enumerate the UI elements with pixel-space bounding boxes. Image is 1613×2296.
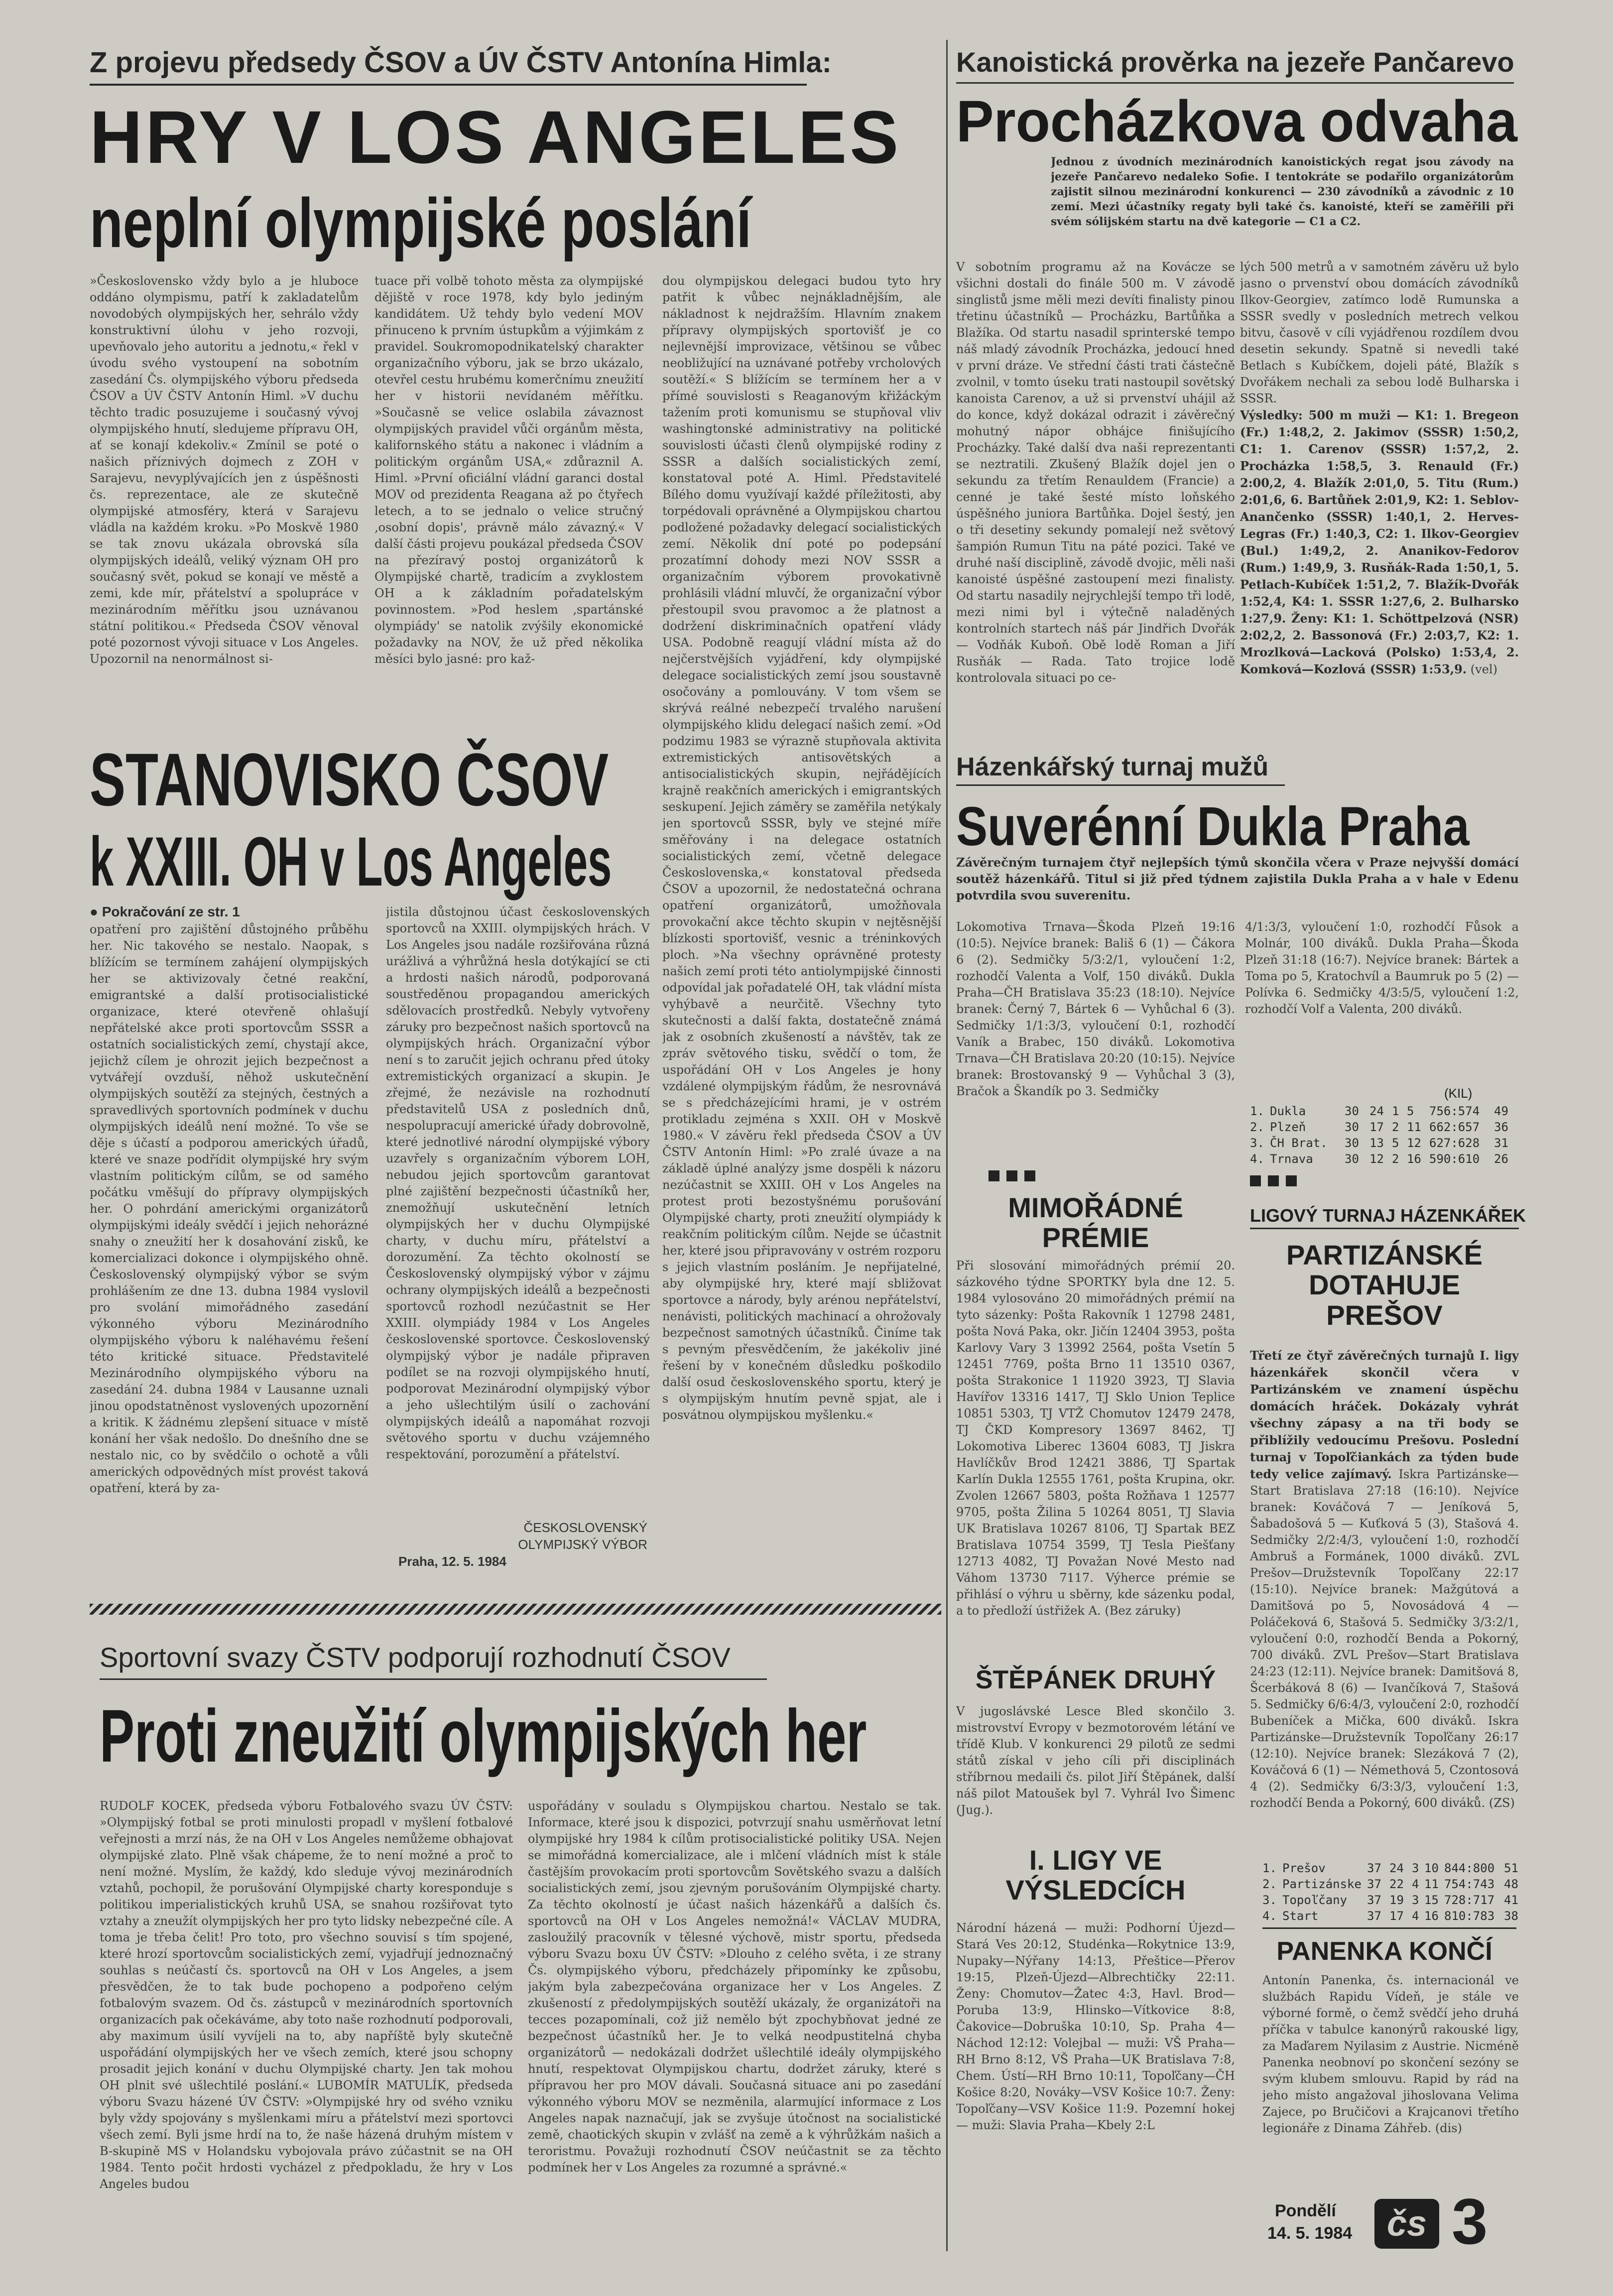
article3-headline: Proti zneužití olympijských her	[100, 1694, 867, 1778]
right2-col2	[1245, 919, 1519, 1083]
right4-byline: (ZS)	[1489, 1796, 1515, 1810]
right2-col2-text: 4/1:3/3, vyloučení 1:0, rozhodčí Fůsok a Molnár, 100 diváků. Dukla Praha—Škoda Plzeň 31:18 (16:7). Nejvíce branek: Bártek a Toma po 5, Kratochvíl a Baumruk po 5 (2) — Polívka 6. Sedmičky 4/3:5/5, vyloučení 1:2, rozhodčí Volf a Valenta, 200 diváků.	[1245, 920, 1519, 1016]
right5-headline: ŠTĚPÁNEK DRUHÝ	[975, 1665, 1216, 1694]
article2-col1	[90, 921, 369, 1579]
right2-intro-text: Závěrečným turnajem čtyř nejlepších týmů skončila včera v Praze nejvyšší domácí soutěž házenkářů. Titul si již před týdnem zajistila Dukla Praha a v hale v Edenu potvrdila svou suverenitu.	[956, 855, 1519, 902]
section-squares	[1250, 1175, 1304, 1188]
article3-col2	[528, 1798, 941, 2246]
right2-table-title: (KIL)	[1444, 1086, 1473, 1101]
right1-byline: (vel)	[1470, 662, 1497, 676]
article2-headline1: STANOVISKO ČSOV	[90, 738, 609, 821]
right4-kicker-underline	[1250, 1228, 1519, 1229]
right2-kicker: Házenkářský turnaj mužů	[956, 753, 1269, 781]
right2-kicker-underline	[956, 784, 1285, 786]
right6-body: Národní házená — muži: Podhorní Újezd—Stará Ves 20:12, Studénka—Rokytnice 13:9, Nupaky—Nýřany 14:13, Přeštice—Přerov 19:15, Plzeň-Újezd—Albrechtičky 22:11. Ženy: Chomutov—Žatec 4:3, Havl. Brod—Poruba 13:9, Hlinsko—Vítkovice 8:8, Čakovice—Dobruška 10:10, Sp. Praha 4—Náchod 12:12: Volejbal — muži: VŠ Praha—RH Brno 8:12, VŠ Praha—UK Bratislava 7:8, Chem. Ústí—RH Brno 10:11, Topoľčany—ČH Košice 8:20, Nováky—VSV Košice 10:7. Ženy: Topoľčany—VSV Košice 11:9. Pozemní hokej — muži: Slavia Praha—Kbely 2:L	[956, 1921, 1235, 2132]
right7-body: Antonín Panenka, čs. internacionál ve službách Rapidu Vídeň, je stále ve výborné formě, o čemž svědčí jeho druhá příčka v tabulce kanonýrů rakouské ligy, za Maďarem Nyilasim z Austrie. Nicméně Panenka neobnoví po skončení sezóny se svým klubem smlouvu. Rapid by rád na jeho místo angažoval jihoslovana Velima Zajece, po Bručičovi a Krajcanovi třetího legionáře z Dinama Záhřeb.	[1262, 1973, 1519, 2135]
table-row: 1. Dukla 30 24 1 5 756:574 49	[1250, 1104, 1508, 1118]
page-column-divider	[946, 40, 948, 2251]
right4-headline: PARTIZÁNSKÉ DOTAHUJE PREŠOV	[1286, 1239, 1483, 1331]
right7-text	[1262, 1972, 1519, 2171]
right4-body: Iskra Partizánske—Start Bratislava 27:18 (16:10). Nejvíce branek: Kováčová 7 — Jeníková 5, Šabadošová 5 — Kuťková 5 (3), Stašová 4. Sedmičky 2/2:4/3, vyloučení 1:0, rozhodčí Ambruš a Formánek, 1000 diváků. ZVL Prešov—Družstevník Topoľčany 22:17 (15:10). Nejvíce branek: Mažgútová a Damitšová po 5, Novosádová 4 — Poláčeková 6, Stašová 5. Sedmičky 3/3:2/1, vyloučení 0:0, rozhodčí Benda a Pokorný, 700 diváků. ZVL Prešov—Start Bratislava 24:23 (12:11). Nejvíce branek: Damitšová 8, Šcerbáková 8 (6) — Ivančíková 7, Stašová 5. Sedmičky 6/6:4/3, vyloučení 2:0, rozhodčí Bubeníček a Mička, 600 diváků. Iskra Partizánske—Družstevník Topoľčany 26:17 (12:10). Nejvíce branek: Slezáková 7 (2), Kováčová 6 (1) — Némethová 5, Czontosová 4 (2). Sedmičky 6/3:3/3, vyloučení 1:3, rozhodčí Benda a Pokorný, 600 diváků.	[1250, 1467, 1519, 1810]
right1-headline: Procházkova odvaha	[956, 89, 1517, 154]
article2-signature: ČESKOSLOVENSKÝ OLYMPIJSKÝ VÝBOR	[518, 1520, 647, 1552]
section-squares	[989, 1170, 1042, 1183]
article1-col2	[374, 273, 643, 716]
hatched-divider	[90, 1604, 941, 1615]
right2-headline: Suverénní Dukla Praha	[956, 796, 1470, 857]
right4-intro: Třetí ze čtyř závěrečných turnajů I. ligy házenkářek skončil včera v Partizánském ve znamení úspěchu domácích hráček. Dokázaly vyhrát všechny zápasy a na tři body se přiblížily vedoucímu Prešovu. Poslední turnaj v Topoľčiankách za týden bude tedy velice zajímavý.	[1250, 1348, 1519, 1481]
right1-col1	[956, 259, 1235, 725]
right6-headline: I. LIGY VE VÝSLEDCÍCH	[1005, 1844, 1186, 1906]
table-row: 2. Partizánske 37 22 4 11 754:743 48	[1262, 1877, 1518, 1891]
article1-col2-text: tuace při volbě tohoto města za olympijské dějiště v roce 1978, kdy bylo jediným kandidátem. Už tehdy bylo vedení MOV přinuceno k prvním ústupkům a výjimkám z pravidel. Soukromopodnikatelský charakter organizačního výboru, jak se brzo ukázalo, otevřel cestu hrubému komerčnímu zneužití her v historii nevídaném měřítku. »Současně se velice oslabila závaznost olympijských pravidel vůči orgánům města, kalifornského státu a nakonec i vládním a politickým orgánům USA,« zdůraznil A. Himl. »První oficiální vládní garanci dostal MOV od prezidenta Reagana až po čtyřech letech, a to se jednalo o velice stručný ‚osobní dopis', právně málo závazný.« V další části projevu poukázal předseda ČSOV na přezíravý postoj organizátorů k Olympijské chartě, tradicím a zvyklostem OH a k základním pořadatelským povinnostem. »Pod heslem ‚spartánské olympiády' se natolik zvýšily ekonomické požadavky na NOV, že už před několika měsíci bylo jasné: pro kaž-	[374, 274, 643, 666]
right2-col1-text: Lokomotiva Trnava—Škoda Plzeň 19:16 (10:5). Nejvíce branek: Bališ 6 (1) — Čákora 6 (2). Sedmičky 5/3:2/1, vyloučení 1:2, rozhodčí Valenta a Volf, 150 diváků. Dukla Praha—ČH Bratislava 35:23 (18:10). Nejvíce branek: Černý 7, Bártek 6 — Vyhůchal 6 (3). Sedmičky 1/1:3/3, vyloučení 0:1, rozhodčí Vaník a Brabec, 150 diváků. Lokomotiva Trnava—ČH Bratislava 20:20 (10:15). Nejvíce branek: Brostovanský 9 — Vyhůchal 3 (3), Bračok a Škandík po 3. Sedmičky	[956, 920, 1235, 1098]
right3-text	[956, 1258, 1235, 1646]
article1-kicker: Z projevu předsedy ČSOV a ÚV ČSTV Antonína Himla:	[90, 46, 832, 79]
masthead-logo	[1374, 2199, 1439, 2249]
table-row: 1. Prešov 37 24 3 10 844:800 51	[1262, 1861, 1518, 1875]
right4-standings-table	[1262, 1860, 1521, 1924]
logo-text: čs	[1386, 2204, 1427, 2244]
right1-kicker: Kanoistická prověrka na jezeře Pančarevo	[956, 46, 1514, 78]
right5-body: V jugoslávské Lesce Bled skončilo 3. mistrovství Evropy v bezmotorovém létání ve třídě Klub. V konkurenci 29 pilotů ze sedmi států získal v jeho cíli při disciplinách stříbrnou medaili čs. pilot Jiří Štěpánek, další náš pilot Matoušek byl 7. Vyhrál Ivo Šimenc (Jug.).	[956, 1704, 1235, 1817]
right3-headline: MIMOŘÁDNÉ PRÉMIE	[1008, 1192, 1183, 1254]
right1-col2	[1240, 259, 1519, 725]
table-row: 4. Start 37 17 4 16 810:783 38	[1262, 1909, 1518, 1923]
right1-col1-text: V sobotním programu až na Kovácze se všichni dostali do finále 500 m. V závodě singlistů jsme měli mezi devíti finalisty pinou třetinu účastníků — Procházku, Bartůňka a Blažíka. Od startu nasadil sprinterské tempo náš mladý závodník Procházka, jedoucí hned v první dráze. Ve střední části trati částečně zvolnil, v tomto úseku trati nastoupil sovětský kanoista Carenov, a už si prvenství uhájil až do konce, když dokázal odrazit i závěrečný mohutný nápor obhájce finišujícího Procházky. Také další dva naši reprezentanti se neztratili. Zkušený Blažík dojel jen o sekundu za třetím Renauldem (Francie) a cenné je také šesté místo loňského úspěšného juniora Bartůňka. Dojel šestý, jen o tři desetiny sekundy pomalejí než světový šampión Rumun Titu na páté pozici. Také ve druhé naší disciplině, závodě dvojic, měli naši kanoisté úspěšné zastoupení mezi finalisty. Od startu nasadily nejrychlejší tempo tři lodě, mezi nimi byl i výtečně naladěných kontrolních startech náš pár Jindřich Dvořák — Vodňák Kuboň. Obě lodě Roman a Jiří Rusňák — Rada. Tato trojice lodě kontrolovala situaci po ce-	[956, 260, 1235, 685]
right4-kicker: LIGOVÝ TURNAJ HÁZENKÁŘEK	[1250, 1205, 1526, 1226]
article1-col3-text: dou olympijskou delegaci budou tyto hry patřit k vůbec nejnákladnějším, ale nákladnost k nejdražším. Hlavním znakem přípravy olympijských sportovišť je co nejlevnější improvizace, většinou se vůbec neobližující na uznávané potřeby vrcholových soutěží.« S blížícím se termínem her a v přímé souvislosti s Reaganovým křižáckým tažením proti komunismu se stupňoval vliv washingtonské administrativy na politické souvislosti účasti členů olympijské rodiny z SSSR a dalších socialistických zemí, konstatoval poté A. Himl. Představitelé Bílého domu využívají každé příležitosti, aby torpédovali oprávněné a Olympijskou chartou podložené požadavky delegací socialistických zemí. Několik dní poté po podepsání prozatímní dohody mezi NOV SSSR a organizačním výborem provokativně prohlásili vládní mluvčí, že organizační výbor přestoupil svou pravomoc a že platnost a dodržení diskriminačních opatření vlády USA. Podobně reagují vládní místa až do nejčerstvějších vyjádření, kdy olympijské delegace socialistických zemí jsou soustavně osočovány a pomlouvány. V tom všem se skrývá reálné nebezpečí trvalého narušení olympijského klidu delegací našich zemí. »Od podzimu 1983 se výrazně stupňovala aktivita extremistických antisovětských a antisocialistických skupin, nejřádějících krajně reakčních amerických i emigrantských seskupení. Jejich záměry se zaměřila netýkaly jen sportovců SSSR, byly ve stejné míře směřovány i na delegace ostatních socialistických zemí, včetně delegace Československa,« konstatoval předseda ČSOV a upozornil, že nedostatečná ochrana opatření organizátorů, umožňovala provokační akce těchto skupin v nejtěsnější blízkosti sportovišť, vesnic a tréninkových ploch. »Na všechny oprávněné protesty našich zemí proti této antiolympijské činnosti odpovídal jak pořadatelé OH, tak vládní místa vyhýbavě a neurčitě. Všechny tyto skutečnosti a další fakta, dostatečně známá jak z osobních zkušeností a návštěv, tak ze zpráv světového tisku, svědčí o tom, že uspořádání OH v Los Angeles je hony vzdálené olympijským řádům, že nesrovnává se s předcházejícími hrami, je v ostrém protikladu zejména s XXII. OH v Moskvě 1980.« V závěru řekl předseda ČSOV a ÚV ČSTV Antonín Himl: »Po zralé úvaze a na základě úplné analýzy jsme dospěli k názoru nezúčastnit se XXIII. OH v Los Angeles na protest proti bezostyšnému porušování Olympijské charty, proti zneužití olympiády k reakčním politickým cílům. Nejde se účastnit her, které jsou připravovány v ostrém rozporu s jejich vlastním posláním. Je nepřijatelné, aby olympijské hry, které mají sbližovat sportovce a národy, byly arénou nepřátelství, nenávisti, politických machinací a ohrožovaly bezpečnost samotných účastníků. Činíme tak s pevným přesvědčením, že jakékoliv jiné řešení by v konečném důsledku poškodilo další osud československého sportu, který je s olympijským hnutím pevně spjat, ale i posvátnou olympijskou myšlenku.«	[662, 274, 941, 1422]
article2-col2	[386, 904, 650, 1517]
article3-kicker: Sportovní svazy ČSTV podporují rozhodnutí ČSOV	[100, 1642, 731, 1673]
article2-headline2: k XXIII. OH v Los Angeles	[90, 822, 612, 900]
right1-intro-text: Jednou z úvodních mezinárodních kanoistických regat jsou závody na jezeře Pančarevo nedaleko Sofie. I tentokráte se podařilo organizátorům zajistit silnou mezinárodní konkurenci — 230 závodníků a závodnic z 10 zemí. Mezi účastníky regaty byli také čs. kanoisté, kteří se zaměřili při svém sólijském startu na dvě kategorie — C1 a C2.	[1051, 155, 1514, 228]
right3-note: (Bez záruky)	[1105, 1604, 1181, 1618]
footer-date: 14. 5. 1984	[1267, 2224, 1353, 2243]
article1-headline2: neplní olympijské poslání	[90, 184, 751, 262]
table-row: 2. Plzeň 30 17 2 11 662:657 36	[1250, 1120, 1508, 1134]
article2-place: Praha, 12. 5. 1984	[398, 1554, 506, 1569]
article3-col1-text: RUDOLF KOCEK, předseda výboru Fotbalového svazu ÚV ČSTV: »Olympijský fotbal se proti minulosti propadl v myšlení fotbalové veřejnosti a mrzí nás, že na OH v Los Angeles nemůžeme obhajovat olympijské zlato. Plně však chápeme, že to není možné a proč to není možné. Myslím, že každý, kdo sleduje vývoj mezinárodních vztahů, pochopil, že porušování Olympijské charty koresponduje s politikou imperialistických kruhů USA, se snahou rozšiřovat tyto vztahy a zneužít olympijských her pro tyto lidsky nebezpečné cíle. A toma je třeba čelit! Pro toto, pro všechno souvisí s tím spojené, které hrozí sportovcům socialistických zemí, vyjadřují jednoznačný souhlas s neúčastí čs. sportovců na OH v Los Angeles, a jsem přesvědčen, že to tak bude pochopeno a podpořeno celým fotbalovým svazem. Od čs. zástupců v mezinárodních sportovních organizacích pak očekáváme, aby toto naše rozhodnutí podporovali, aby maximum úsilí vyvíjeli na to, aby napříště byly skutečně uspořádání olympijských her ve všech zemích, které jsou schopny prosadit jejich konání v duchu Olympijské charty. Jen tak mohou OH plnit své ušlechtilé poslání.« LUBOMÍR MATULÍK, předseda výboru Svazu házené ÚV ČSTV: »Olympijské hry od svého vzniku byly vždy spojovány s myšlenkami míru a přátelství mezi sportovci všech zemí. Byli jsme hrdí na to, že naše házená druhým místem v B-skupině MS v Holandsku vybojovala právo zúčastnit se na OH 1984. Tento počit hrdosti vycházel z předpokladu, že hry v Los Angeles budou	[100, 1799, 513, 2191]
table-row: 3. Topoľčany 37 19 3 15 728:717 41	[1262, 1893, 1518, 1907]
right6-text	[956, 1920, 1235, 2249]
table-row: 4. Trnava 30 12 2 16 590:610 26	[1250, 1152, 1508, 1166]
article3-col1	[100, 1798, 513, 2246]
right1-kicker-underline	[956, 82, 1514, 84]
article1-col3	[662, 273, 941, 1593]
right3-body: Při slosování mimořádných prémií 20. sázkového týdne SPORTKY byla dne 12. 5. 1984 vylosováno 20 mimořádných prémií na tyto sázenky: Pošta Rakovník 1 12798 2481, pošta Nová Paka, okr. Jičín 12404 3953, pošta Karlovy Vary 3 13992 2564, pošta Vsetín 5 12451 7769, pošta Brno 11 13510 0367, pošta Strakonice 1 11920 3923, TJ Slavia Havířov 13316 1417, TJ Sklo Union Teplice 10851 5303, TJ VTŽ Chomutov 12479 2478, TJ ČKD Kompresory 13697 8462, TJ Lokomotiva Liberec 13604 6083, TJ Jiskra Havlíčkův Brod 12421 3886, TJ Spartak Karlín Dukla 12555 1761, pošta Krupina, okr. Zvolen 12667 5803, pošta Rožňava 1 12577 9705, pošta Žilina 5 10264 8051, TJ Slavia UK Bratislava 10267 8106, TJ Spartak BEZ Bratislava 10754 3599, TJ Tesla Piešťany 12713 4082, TJ Považan Nové Mesto nad Váhom 13730 7117. Výherce prémie se přihlásí o výhru u sběrny, kde sázenku podal, a to předloží ústřižek A.	[956, 1259, 1235, 1618]
right7-top-rule	[1262, 1927, 1516, 1929]
right2-col1	[956, 919, 1235, 1190]
bullet-icon: ●	[90, 904, 102, 919]
footer-day: Pondělí	[1275, 2201, 1336, 2220]
kicker3-underline	[100, 1678, 767, 1680]
right7-headline: PANENKA KONČÍ	[1276, 1937, 1492, 1966]
right4-text	[1250, 1347, 1519, 1845]
right1-results: Výsledky: 500 m muži — K1: 1. Bregeon (Fr.) 1:48,2, 2. Jakimov (SSSR) 1:50,2, C1: 1. Carenov (SSSR) 1:57,2, 2. Procházka 1:58,5, 3. Renauld (Fr.) 2:00,2, 4. Blažík 2:01,0, 5. Titu (Rum.) 2:01,6, 6. Bartůňek 2:01,9, K2: 1. Seblov-Anančenko (SSSR) 1:40,1, 2. Herves-Legras (Fr.) 1:40,3, C2: 1. Ilkov-Georgiev (Bul.) 1:49,2, 2. Ananikov-Fedorov (Rum.) 1:49,9, 3. Rusňák-Rada 1:50,1, 5. Petlach-Kubíček 1:51,2, 7. Blažík-Dvořák 1:52,4, K4: 1. SSSR 1:27,6, 2. Bulharsko 1:27,9. Ženy: K1: 1. Schöttpelzová (NSR) 2:02,2, 2. Bassonová (Fr.) 2:03,7, K2: 1. Mrozlková—Lacková (Polsko) 1:53,4, 2. Komková—Kozlová (SSSR) 1:53,9.	[1240, 408, 1519, 676]
continued-text: Pokračování ze str. 1	[102, 904, 240, 919]
article2-col2-text: jistila důstojnou účast československých sportovců na XXIII. olympijských hrách. V Los Angeles jsou nadále rozšiřována různá urážlivá a výhrůžná hesla dotýkající se cti a hrdosti našich národů, podporovaná soustředěnou propagandou amerických sdělovacích prostředků. Nebyly vytvořeny záruky pro bezpečnost našich sportovců na olympijských hrách. Organizační výbor není s to zaručit jejich ochranu před útoky extremistických organizací a skupin. Je zřejmé, že nezávisle na rozhodnutí představitelů USA z posledních dnů, nespolupracují americké úřady dobrovolně, které jednotlivé národní olympijské výbory uzavřely s organizačním výborem LOH, nebudou jejich sportovcům garantovat plné zajištění bezpečnosti účastníků her, znemožňují uskutečnění letních olympijských her v duchu Olympijské charty, v duchu míru, přátelství a dorozumění. Za těchto okolností se Československý olympijský výbor v zájmu ochrany olympijských ideálů a bezpečnosti sportovců rozhodl nezúčastnit se Her XXIII. olympiády 1984 v Los Angeles československé sportovce. Československý olympijský výbor je nadále připraven podílet se na rozvoji olympijského hnutí, podporovat Mezinárodní olympijský výbor a jeho ušlechtilým úsilí o zachování olympijských ideálů a napomáhat rozvoji světového sportu v duchu vzájemného respektování, porozumění a přátelství.	[386, 905, 650, 1461]
kicker-underline	[90, 84, 807, 86]
page-number: 3	[1452, 2185, 1488, 2258]
table-row: 3. ČH Brat. 30 13 5 12 627:628 31	[1250, 1136, 1508, 1150]
article2-col1-text: opatření pro zajištění důstojného průběhu her. Nic takového se nestalo. Naopak, s blížícím se termínem zahájení olympijských her se aktivizovaly četné reakční, emigrantské a další protisocialistické organizace, které otevřeně ohlašují nepřátelské akce proti sportovcům SSSR a ostatních socialistických zemí, chystají akce, jejichž cílem je ohrozit jejich bezpečnost a vytvářejí ovzduší, něhož uskutečnění olympijských soutěží za stejných, čestných a spravedlivých sportovních podmínek v duchu olympijských ideálů není možné. To vše se děje s účastí a podporou amerických úřadů, které ve snaze podřídit olympijské hry svým vlastním politickým cílům, se od samého počátku vměšují do přípravy olympijských her. O pohrdání americkými organizátorů olympijskými ideály svědčí i jejich nehorázné snahy o zneužití her k dosahování zisků, ke komercializaci dokonce i olympijského ohně. Československý olympijský výbor se svým prohlášením ze dne 13. dubna 1984 vyslovil pro svolání mimořádného zasedání výkonného výboru Mezinárodního olympijského výboru k naléhavému řešení této kritické situace. Představitelé Mezinárodního olympijského výboru na zasedání 24. dubna 1984 v Lausanne uznali jinou opodstatněnost vyslovených upozornění a kritik. K žádnému zlepšení situace v místě konání her však nedošlo. Do dnešního dne se nestalo nic, co by svědčilo o ochotě a vůli amerických odpovědných míst provést taková opatření, která by za-	[90, 922, 369, 1495]
continued-note	[90, 904, 240, 920]
article3-col2-text: uspořádány v souladu s Olympijskou chartou. Nestalo se tak. Informace, které jsou k dispozici, potvrzují snahu usměrňovat letní olympijské hry 1984 k cílům protisocialistické politiky USA. Nejen se mimořádná komercializace, ale i mlčení vládních míst k stále častějším provokacím proti sportovcům Sovětského svazu a dalších socialistických zemí, jsou zjevným porušováním Olympijské charty. Za těchto okolností je účast našich házenkářů a dalších čs. sportovců na OH v Los Angeles nemožná!« VÁCLAV MUDRA, zasloužilý pracovník v tělesné výchově, mistr sportu, předseda výboru Svazu boxu ÚV ČSTV: »Dlouho z celého světa, i ze strany Čs. olympijského výboru, předcházely připomínky ke způsobu, jakým byla zabezpečována organizace her v Los Angeles. Z zkušeností z předolympijských soutěží ukázaly, že organizátoři na tecces pozapomínali, což již nemělo být zpochybňovat jedné ze bezpečnost účastníků her. Je to velká neodpustitelná chyba organizátorů — nedokázali dodržet ušlechtilé ideály olympijského hnutí, respektovat Olympijskou chartu, dodržet záruky, které s přípravou her pro MOV dávali. Současná situace ani po zasedání výkonného výboru MOV se nezměnila, alarmující informace z Los Angeles napak naznačují, jak se zvyšuje útočnost na socialistické země, chaotických skupin v zvlášť na země a k výhrůžkám našich a teroristmu. Považuji rozhodnutí ČSOV neúčastnit se za těchto podmínek her v Los Angeles za rozumné a správné.«	[528, 1799, 941, 2174]
right1-intro	[1051, 154, 1514, 249]
right1-col2-text: lých 500 metrů a v samotném závěru už bylo jasno o prvenství obou domácích závodníků Ilkov-Georgiev, zatímco lodě Rumunska a SSSR svedly v posledních metrech velkou bitvu, časově v cíli vyjádřenou rozdílem dvou desetin sekundy. Spatně si nevedli také Betlach s Kubíčkem, dojeli páté, Blažík s Dvořákem nechali za sebou lodě Bulharska i SSSR.	[1240, 260, 1519, 405]
right2-intro	[956, 854, 1519, 916]
right2-standings-table	[1250, 1103, 1519, 1167]
right5-text	[956, 1703, 1235, 1833]
article1-headline1: HRY V LOS ANGELES	[90, 95, 902, 179]
article1-col1-text: »Československo vždy bylo a je hluboce oddáno olympismu, patří k zakladatelům novodobých olympijských her, sehrálo vždy konstruktivní úlohu v jeho rozvoji, upevňovalo jeho autoritu a jednotu,« řekl v úvodu svého vystoupení na sobotním zasedání Čs. olympijského výboru předseda ČSOV a ÚV ČSTV Antonín Himl. »V duchu těchto tradic posuzujeme i současný vývoj olympijského hnutí, sledujeme přípravu OH, ať se konají kdekoliv.« Zmínil se poté o našich příznivých dojmech z ZOH v Sarajevu, nevyplývajících jen z úspěšnosti čs. reprezentace, ale ze skutečně olympijské atmosféry, která v Sarajevu vládla na každém kroku. »Po Moskvě 1980 se tak znovu ukázala obrovská síla olympijských ideálů, veliký význam OH pro současný svět, pokud se konají ve městě a zemi, kde mír, přátelství a spolupráce v mezinárodním měřítku jsou uznávanou státní politikou.« Předseda ČSOV věnoval poté pozornost vývoji situace v Los Angeles. Upozornil na nenormálnost si-	[90, 274, 359, 666]
article1-col1	[90, 273, 359, 686]
right7-byline: (dis)	[1435, 2121, 1462, 2135]
